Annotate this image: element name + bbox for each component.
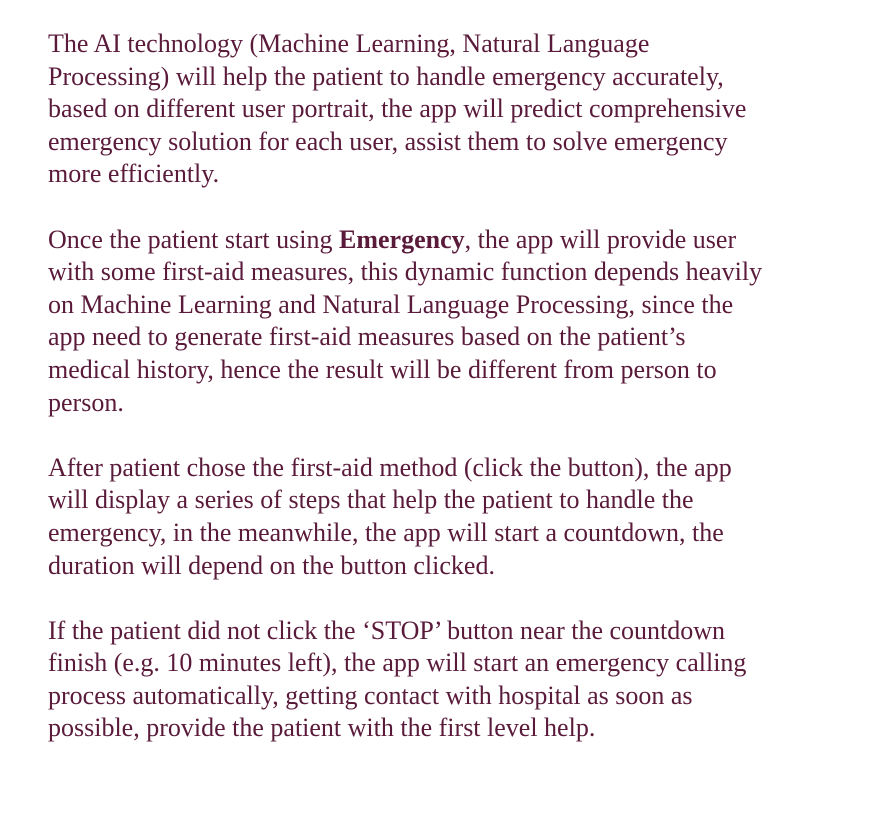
- text-line: more efficiently.: [48, 159, 220, 189]
- text-line: If the patient did not click the ‘STOP’ button near the countdown: [48, 615, 726, 645]
- text-line: based on different user portrait, the app will predict comprehensive: [48, 94, 747, 124]
- text-line: app need to generate first-aid measures based on the patient’s: [48, 322, 686, 352]
- paragraph-ai-technology: [48, 28, 848, 191]
- text-line: emergency solution for each user, assist them to solve emergency: [48, 126, 728, 156]
- text-line: process automatically, getting contact with hospital as soon as: [48, 680, 693, 710]
- document-body: [48, 28, 848, 778]
- text-line: Processing) will help the patient to handle emergency accurately,: [48, 61, 724, 91]
- text-line: person.: [48, 387, 124, 417]
- text-segment: Once the patient start using: [48, 224, 339, 254]
- text-line: After patient chose the first-aid method (click the button), the app: [48, 452, 732, 482]
- text-segment: , the app will provide user: [464, 224, 737, 254]
- text-line: emergency, in the meanwhile, the app will start a countdown, the: [48, 517, 724, 547]
- paragraph-emergency-call: [48, 615, 848, 745]
- text-line: will display a series of steps that help the patient to handle the: [48, 485, 694, 515]
- paragraph-first-aid: [48, 224, 848, 420]
- text-line: possible, provide the patient with the first level help.: [48, 713, 596, 743]
- text-line: with some first-aid measures, this dynamic function depends heavily: [48, 257, 763, 287]
- text-line: [48, 224, 848, 257]
- text-line: duration will depend on the button clicked.: [48, 550, 495, 580]
- text-line: finish (e.g. 10 minutes left), the app will start an emergency calling: [48, 648, 747, 678]
- paragraph-countdown: [48, 452, 848, 582]
- text-line: medical history, hence the result will be different from person to: [48, 354, 717, 384]
- text-line: The AI technology (Machine Learning, Natural Language: [48, 29, 650, 58]
- emergency-app-name: Emergency: [338, 224, 465, 254]
- text-line: on Machine Learning and Natural Language Processing, since the: [48, 289, 734, 319]
